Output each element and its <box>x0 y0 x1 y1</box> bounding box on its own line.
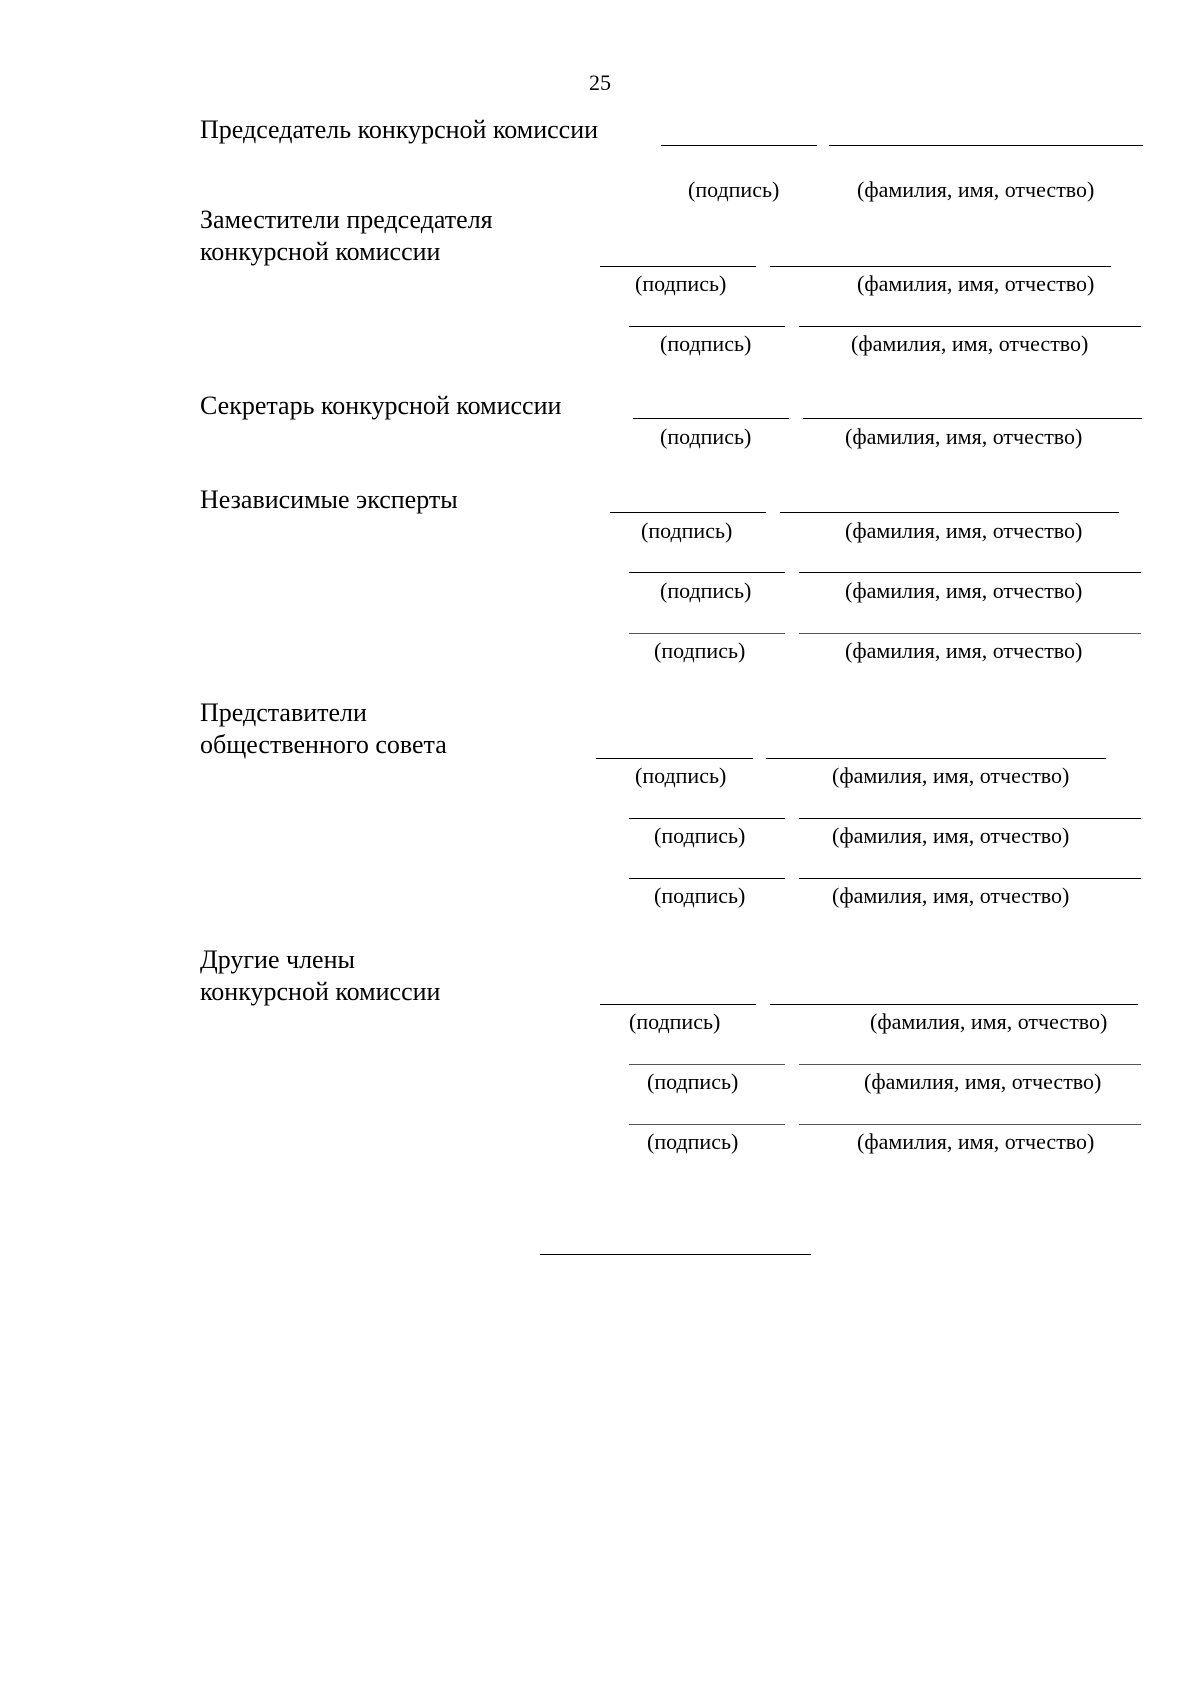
full-name-line[interactable] <box>799 633 1141 634</box>
signature-caption: (подпись) <box>629 1009 721 1034</box>
signature-caption: (подпись) <box>647 1069 739 1094</box>
signature-caption: (подпись) <box>660 331 752 356</box>
full-name-line[interactable] <box>799 818 1141 819</box>
signature-caption: (подпись) <box>635 763 727 788</box>
full-name-line[interactable] <box>799 572 1141 573</box>
signature-caption: (подпись) <box>654 638 746 663</box>
role-other-members <box>200 944 440 1008</box>
full-name-caption: (фамилия, имя, отчество) <box>845 638 1083 663</box>
full-name-line[interactable] <box>770 266 1111 267</box>
full-name-line[interactable] <box>799 326 1141 327</box>
role-deputies-line-2: конкурсной комиссии <box>200 237 441 266</box>
full-name-line[interactable] <box>799 878 1141 879</box>
full-name-line[interactable] <box>829 145 1143 146</box>
signature-caption: (подпись) <box>654 883 746 908</box>
signature-caption: (подпись) <box>635 271 727 296</box>
full-name-line[interactable] <box>803 418 1142 419</box>
role-other-members-line-1: Другие члены <box>200 945 355 974</box>
signature-line[interactable] <box>600 266 756 267</box>
signature-caption: (подпись) <box>641 518 733 543</box>
full-name-caption: (фамилия, имя, отчество) <box>870 1009 1108 1034</box>
full-name-line[interactable] <box>770 1004 1138 1005</box>
signature-caption: (подпись) <box>688 177 780 202</box>
full-name-caption: (фамилия, имя, отчество) <box>857 177 1095 202</box>
signature-line[interactable] <box>629 878 785 879</box>
full-name-caption: (фамилия, имя, отчество) <box>845 424 1083 449</box>
role-chairman-line-1: Председатель конкурсной комиссии <box>200 115 599 144</box>
page-number: 25 <box>589 70 611 95</box>
signature-caption: (подпись) <box>660 578 752 603</box>
signature-line[interactable] <box>629 572 785 573</box>
full-name-caption: (фамилия, имя, отчество) <box>845 578 1083 603</box>
role-public-council-line-1: Представители <box>200 698 367 727</box>
full-name-caption: (фамилия, имя, отчество) <box>832 883 1070 908</box>
full-name-caption: (фамилия, имя, отчество) <box>832 823 1070 848</box>
signature-line[interactable] <box>629 326 785 327</box>
full-name-line[interactable] <box>799 1064 1141 1065</box>
signature-line[interactable] <box>629 1064 785 1065</box>
signature-line[interactable] <box>596 758 753 759</box>
closing-rule <box>540 1254 811 1255</box>
role-experts-line-1: Независимые эксперты <box>200 485 458 514</box>
role-experts <box>200 484 458 516</box>
role-secretary-line-1: Секретарь конкурсной комиссии <box>200 391 562 420</box>
role-secretary <box>200 390 561 422</box>
full-name-line[interactable] <box>766 758 1106 759</box>
role-public-council <box>200 697 447 761</box>
full-name-caption: (фамилия, имя, отчество) <box>857 1129 1095 1154</box>
full-name-caption: (фамилия, имя, отчество) <box>851 331 1089 356</box>
signature-line[interactable] <box>629 818 785 819</box>
full-name-line[interactable] <box>799 1124 1141 1125</box>
signature-line[interactable] <box>661 145 817 146</box>
full-name-caption: (фамилия, имя, отчество) <box>845 518 1083 543</box>
role-other-members-line-2: конкурсной комиссии <box>200 977 441 1006</box>
role-chairman <box>200 114 598 146</box>
signature-caption: (подпись) <box>660 424 752 449</box>
full-name-line[interactable] <box>780 512 1119 513</box>
full-name-caption: (фамилия, имя, отчество) <box>832 763 1070 788</box>
role-deputies <box>200 204 493 268</box>
signature-caption: (подпись) <box>654 823 746 848</box>
full-name-caption: (фамилия, имя, отчество) <box>864 1069 1102 1094</box>
signature-line[interactable] <box>600 1004 756 1005</box>
signature-line[interactable] <box>633 418 789 419</box>
full-name-caption: (фамилия, имя, отчество) <box>857 271 1095 296</box>
signature-caption: (подпись) <box>647 1129 739 1154</box>
signature-line[interactable] <box>610 512 766 513</box>
role-public-council-line-2: общественного совета <box>200 730 447 759</box>
signature-line[interactable] <box>629 633 785 634</box>
signature-line[interactable] <box>629 1124 785 1125</box>
role-deputies-line-1: Заместители председателя <box>200 205 493 234</box>
